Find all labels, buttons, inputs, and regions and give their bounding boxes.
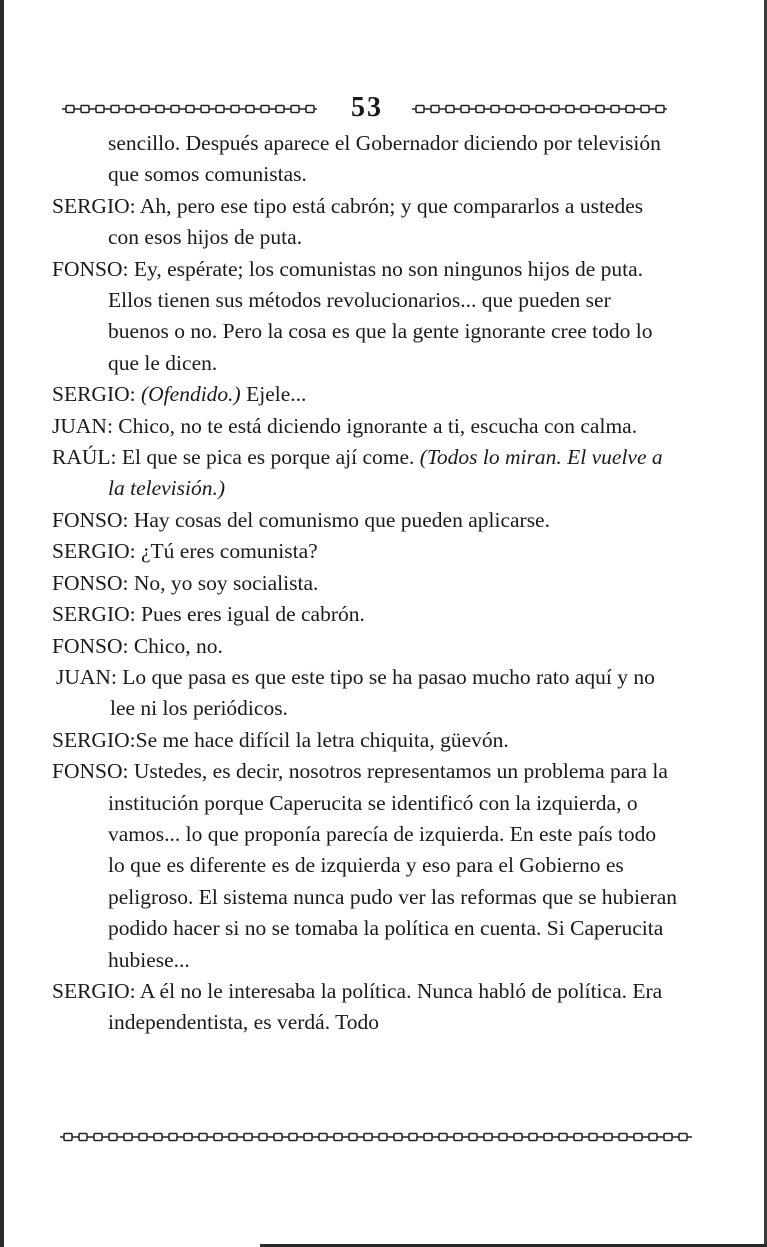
- speaker-name: FONSO:: [52, 256, 129, 281]
- chain-ornament-footer: [60, 1132, 692, 1142]
- dialogue-line: [52, 411, 677, 442]
- continued-line: [52, 128, 677, 191]
- dialogue-line: [52, 536, 677, 567]
- dialogue-text: Lo que pasa es que este tipo se ha pasao mucho rato aquí y no lee ni los periódicos.: [110, 664, 655, 721]
- speaker-name: SERGIO:: [52, 539, 136, 564]
- speaker-name: FONSO:: [52, 633, 129, 658]
- dialogue-line: [52, 662, 677, 725]
- dialogue-line: [52, 442, 677, 505]
- dialogue-text: ¿Tú eres comunista?: [141, 539, 318, 564]
- dialogue-text: Chico, no te está diciendo ignorante a ti, escucha con calma.: [118, 413, 638, 438]
- dialogue-text: Hay cosas del comunismo que pueden aplicarse.: [133, 507, 550, 532]
- stage-direction: (Todos lo miran. El vuelve a la televisión.): [108, 445, 663, 501]
- speaker-name: RAÚL:: [52, 445, 117, 470]
- dialogue-line: [52, 756, 677, 976]
- dialogue-text: Se me hace difícil la letra chiquita, güevón.: [135, 727, 509, 752]
- dialogue-line: [52, 568, 677, 599]
- dialogue-line: [52, 254, 677, 380]
- play-text: [52, 128, 677, 1039]
- page-header: [62, 93, 667, 123]
- chain-ornament-right: [412, 104, 667, 114]
- dialogue-line: [52, 631, 677, 662]
- speaker-name: SERGIO:: [52, 193, 136, 218]
- speaker-name: FONSO:: [52, 507, 129, 532]
- speaker-name: JUAN:: [52, 413, 113, 438]
- chain-ornament-left: [62, 104, 317, 114]
- dialogue-line: [52, 976, 677, 1039]
- speaker-name: FONSO:: [52, 759, 129, 784]
- dialogue-line: [52, 505, 677, 536]
- dialogue-line: [52, 599, 677, 630]
- dialogue-text: sencillo. Después aparece el Gobernador diciendo por televisión que somos comunistas.: [108, 131, 661, 187]
- dialogue-text: No, yo soy socialista.: [133, 570, 319, 595]
- speaker-name: SERGIO:: [52, 978, 136, 1003]
- page-edge-left: [0, 0, 4, 1247]
- dialogue-line: [52, 191, 677, 254]
- dialogue-text: A él no le interesaba la política. Nunca habló de política. Era independentista, es verdá. Todo: [108, 978, 663, 1035]
- dialogue-line: [52, 725, 677, 756]
- stage-direction: (Ofendido.): [141, 382, 241, 407]
- dialogue-line: [52, 379, 677, 410]
- speaker-name: JUAN:: [56, 664, 117, 689]
- dialogue-text: El que se pica es porque ají come.: [121, 445, 415, 470]
- speaker-name: SERGIO:: [52, 382, 136, 407]
- dialogue-text: Ah, pero ese tipo está cabrón; y que compararlos a ustedes con esos hijos de puta.: [108, 193, 644, 250]
- dialogue-text: Ey, espérate; los comunistas no son ningunos hijos de puta. Ellos tienen sus métodos revolucionarios... que pueden ser buenos o no. Pero la cosa es que la gente ignorante cree todo lo que le dicen.: [108, 256, 653, 375]
- dialogue-text: Ejele...: [246, 382, 307, 407]
- speaker-name: SERGIO:: [52, 727, 136, 752]
- page-number: 53: [351, 92, 383, 123]
- speaker-name: FONSO:: [52, 570, 129, 595]
- dialogue-text: Ustedes, es decir, nosotros representamos un problema para la institución porque Caperucita se identificó con la izquierda, o vamos... lo que proponía parecía de izquierda. En este país todo lo que es diferente es de izquierda y eso para el Gobierno es peligroso. El sistema nunca pudo ver las reformas que se hubieran podido hacer si no se tomaba la política en cuenta. Si Caperucita hubiese...: [108, 759, 677, 972]
- dialogue-text: Chico, no.: [133, 633, 223, 658]
- dialogue-text: Pues eres igual de cabrón.: [141, 602, 365, 627]
- speaker-name: SERGIO:: [52, 602, 136, 627]
